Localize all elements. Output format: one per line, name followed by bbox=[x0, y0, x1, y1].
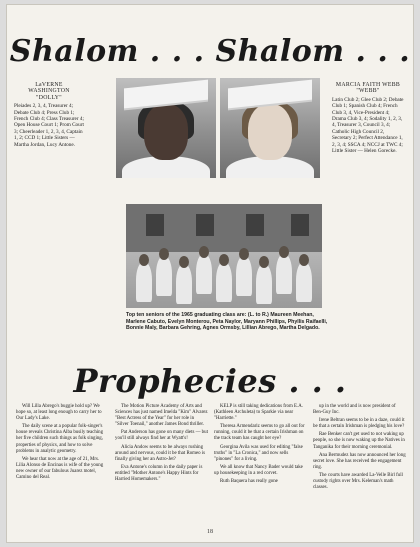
left-senior-bio bbox=[14, 82, 84, 148]
page-heading: Shalom . . . Shalom . . . bbox=[9, 34, 411, 69]
prophecy-paragraph: We all know that Nancy Bader would take up housekeeping in a red corvet. bbox=[214, 464, 303, 476]
column-1 bbox=[16, 404, 109, 493]
prophecies-columns bbox=[16, 404, 406, 493]
left-senior-nickname: "DOLLY" bbox=[36, 94, 62, 101]
prophecy-paragraph: Ruth Baquera has really gone bbox=[220, 479, 278, 485]
prophecy-paragraph: The Motion Picture Academy of Arts and Sciences has just named Imelda "Kim" Alvarez "Best Actress of the Year" for her role in "Silver Toenail," another James Bond thriller. bbox=[115, 404, 208, 428]
right-senior-activities: Latin Club 2; Glee Club 2; Debate Club 1; Spanish Club 4; French Club 3, 4, Vice-President 4; Drama Club 3, 4; Sodality 1, 2, 3, 4, Treasurer 3, Council 3, 4; Catholic High Council 2, Secretary 2; Perfect Attendance 1, 2, 3, 4; SSCA 4; NCCJ at TWC 4; Little Sister — Helen Gorecke. bbox=[332, 96, 404, 155]
prophecy-paragraph: The courts have awarded La-Velle Birl full custody rights over Mrs. Keleman's math classes. bbox=[313, 472, 403, 491]
left-senior-name-line1: LaVERNE bbox=[35, 82, 63, 88]
right-senior-nickname: "WEBB" bbox=[356, 88, 380, 95]
portrait-photo-right bbox=[220, 78, 320, 178]
right-senior-bio bbox=[332, 82, 404, 154]
portrait-photo-left bbox=[116, 78, 216, 178]
prophecy-paragraph: Rae Benker can't get used to not waking up people, so she is now waking up the Natives in Tanganika for their morning ceremonial. bbox=[313, 432, 405, 450]
prophecy-paragraph: KELP is still taking dedications from E.A. (Kathleen Archuleta) to Sparkie via near "Harriette." bbox=[214, 404, 303, 422]
prophecy-paragraph: Will Lilla Abrego's buggie hold up? We hope so, at least long enough to carry her to Our Lady's Lake. bbox=[16, 404, 102, 422]
page-number: 18 bbox=[207, 529, 213, 535]
left-senior-name-line2: WASHINGTON bbox=[28, 88, 70, 95]
right-senior-name-line1: MARCIA FAITH WEBB bbox=[335, 82, 401, 88]
column-2 bbox=[115, 404, 208, 493]
prophecy-paragraph: Georgina Avila was used for editing "false truths" in "La Cronica," and now sells "pinones" for a living. bbox=[214, 444, 303, 462]
left-senior-activities: Pleiades 2, 3, 4, Treasurer 4; Debate Club 4; Press Club 1; French Club 4; Class Treasurer 4; Open House Court 1; Prom Court 3; Cheerleader 1, 2, 3, 4, Captain 1, 2; CCD 1; Little Sisters — Martha Jordan, Lucy Antone. bbox=[14, 103, 84, 148]
column-3 bbox=[214, 404, 307, 493]
prophecy-paragraph: Eva Antone's column in the daily paper is entitled "Mother Antone's Happy Hints for Harried Homemakers." bbox=[115, 464, 203, 483]
prophecy-paragraph: We hear that now at the age of 21, Mrs. Lilia Alonso de Encinas is wife of the young new owner of our fabulous Juarez motel, Camino del Real. bbox=[16, 456, 104, 481]
group-photo-caption: Top ten seniors of the 1965 graduating class are: (L. to R.) Maureen Meehan, Marlene Cabuto, Evelyn Monterou, Peta Naylor, Maryann Phillips, Phyllis Raifaelli, Bonnie Maly, Barbara Gehring, Agnes Ormsby, Lillian Abrego, Martha Delgado. bbox=[126, 312, 328, 332]
column-4 bbox=[313, 404, 406, 493]
yearbook-page bbox=[6, 4, 414, 543]
prophecy-paragraph: Ana Bermudez has now announced her long secret love. She has received the engagement ring. bbox=[313, 452, 406, 470]
prophecy-paragraph: up in the world and is now president of Ben-Guy Inc. bbox=[313, 404, 396, 416]
prophecy-paragraph: Theresa Armendariz seems to go all out for running, could it be that a certain Irishman on the track team has caught her eye? bbox=[214, 424, 305, 442]
prophecy-paragraph: The daily scene at a popular folk-singer's house reveals Christina Alba busily teaching her five children such things as folk singing, properties of physics, and how to solve problems in analytic geometry. bbox=[16, 424, 104, 454]
prophecies-heading: Prophecies . . . bbox=[73, 362, 347, 400]
prophecy-paragraph: Pat Anderson has gone on many diets — but you'll still always find her at Wyatt's! bbox=[115, 430, 208, 442]
prophecy-paragraph: Alicia Andow seems to be always rushing around and nervous, could it be that Romeo is finally giving her an Astro-Jet? bbox=[115, 444, 206, 462]
group-photo bbox=[126, 204, 322, 308]
prophecy-paragraph: Irene Beltran seems to be in a daze, could it be that a certain Irishman is pledging his love? bbox=[313, 418, 405, 430]
